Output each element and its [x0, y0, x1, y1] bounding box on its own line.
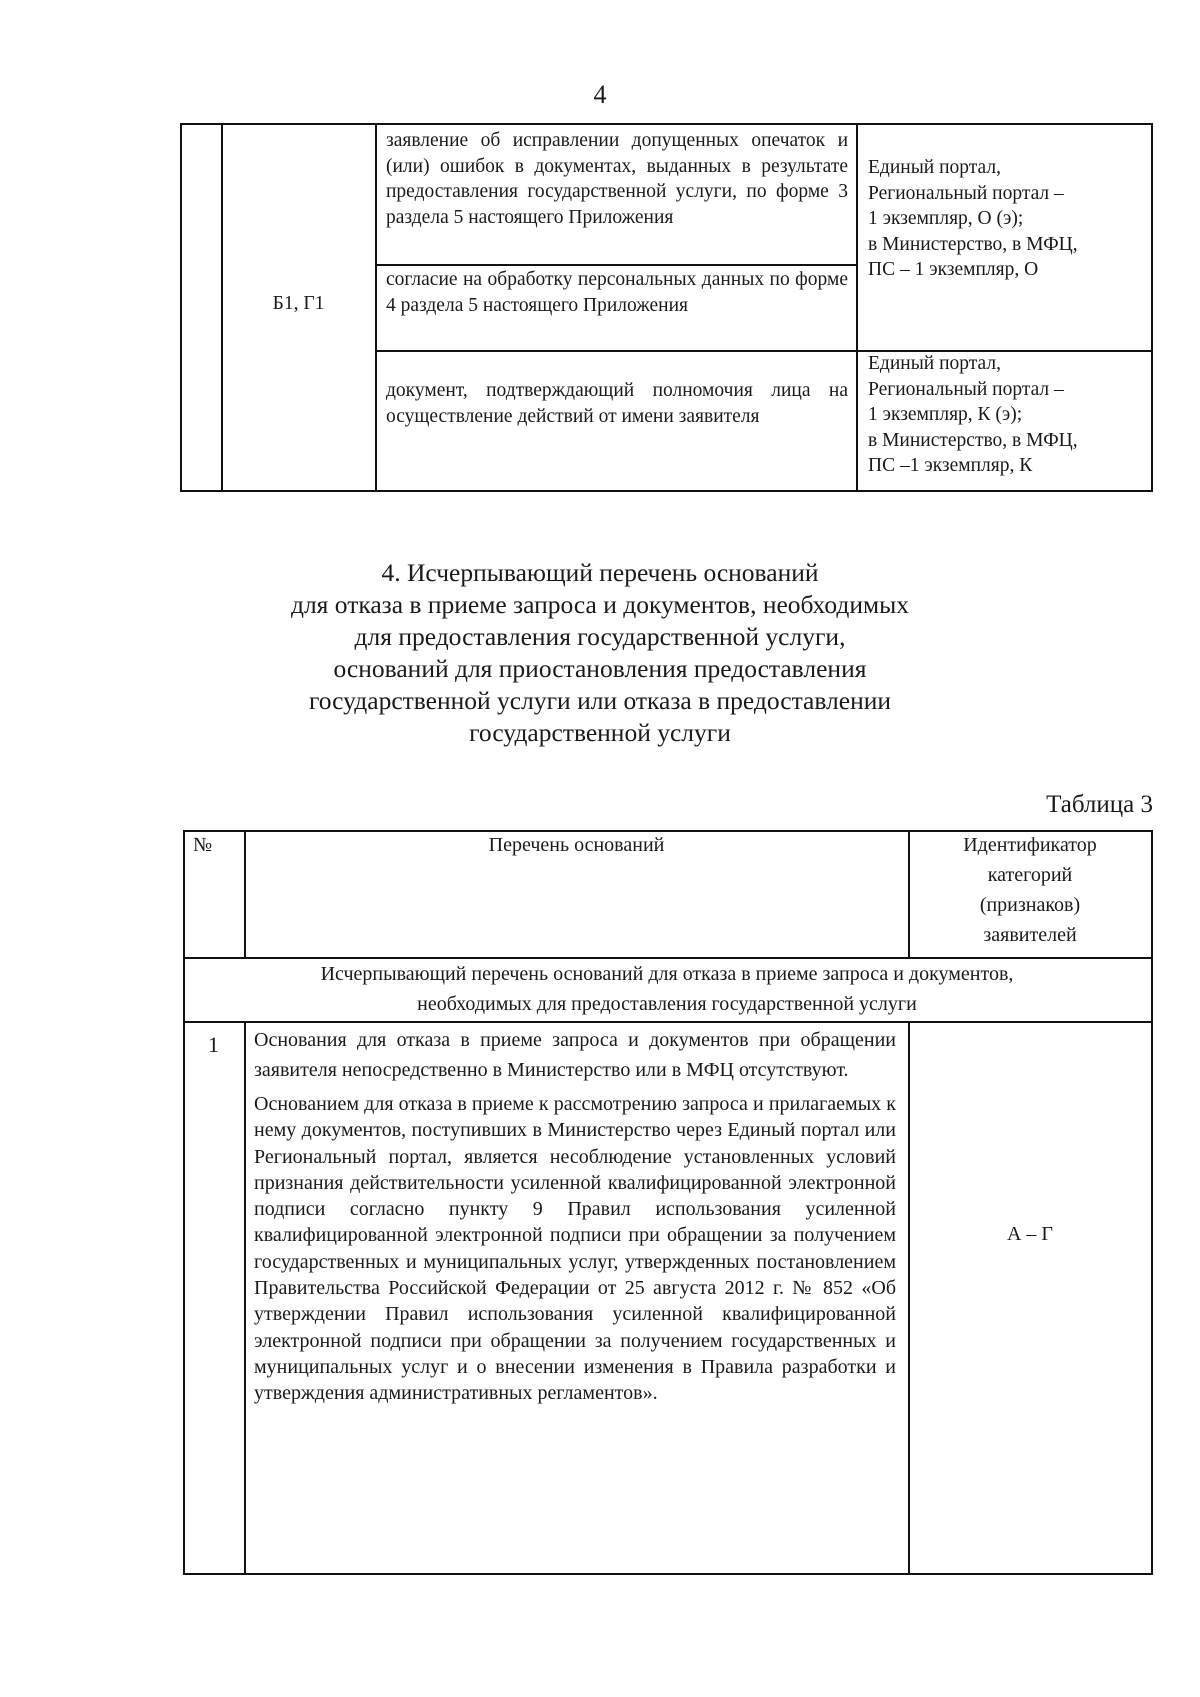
- group-title-line: Исчерпывающий перечень оснований для отказа в приеме запроса и документов,: [320, 963, 1014, 985]
- submission-method-1: [868, 155, 1148, 283]
- header-line: (признаков): [979, 894, 1081, 916]
- document-personal-data-consent: согласие на обработку персональных данных по форме 4 раздела 5 настоящего Приложения: [386, 269, 848, 316]
- reason-cell: [254, 1026, 896, 1407]
- row-identifier: А – Г: [1006, 1223, 1053, 1245]
- submission-line: ПС – 1 экземпляр, О: [868, 259, 1039, 280]
- submission-line: Региональный портал –: [868, 182, 1064, 204]
- heading-line: оснований для приостановления предоставления: [333, 654, 867, 683]
- heading-line: для отказа в приеме запроса и документов, необходимых: [290, 590, 909, 619]
- page-number: 4: [593, 80, 607, 109]
- submission-line: 1 экземпляр, К (э);: [868, 404, 1023, 425]
- column-header-reasons: Перечень оснований: [488, 834, 665, 856]
- submission-line: Региональный портал –: [868, 378, 1064, 400]
- submission-line: Единый портал,: [868, 353, 1001, 374]
- group-title-line: необходимых для предоставления государственной услуги: [417, 993, 917, 1015]
- heading-line: государственной услуги или отказа в предоставлении: [308, 686, 892, 715]
- refusal-reasons-table: [183, 830, 1153, 1575]
- row-number: 1: [208, 1032, 219, 1057]
- submission-line: 1 экземпляр, О (э);: [868, 208, 1024, 229]
- submission-method-2: [868, 351, 1148, 479]
- column-header-identifier: [910, 830, 1150, 950]
- header-line: заявителей: [983, 924, 1077, 946]
- section-heading: [0, 557, 1200, 749]
- document-power-of-attorney: документ, подтверждающий полномочия лица на осуществление действий от имени заявителя: [386, 380, 848, 427]
- heading-line: 4. Исчерпывающий перечень оснований: [381, 558, 819, 587]
- header-line: Идентификатор: [963, 834, 1097, 856]
- table-caption: Таблица 3: [1046, 791, 1153, 818]
- column-header-number: №: [193, 834, 213, 856]
- documents-table: [180, 123, 1153, 492]
- submission-line: ПС –1 экземпляр, К: [868, 455, 1033, 476]
- heading-line: государственной услуги: [469, 718, 731, 747]
- reason-paragraph-1: Основания для отказа в приеме запроса и документов при обращении заявителя непосредственно в Министерство или в МФЦ отсутствуют.: [254, 1029, 896, 1081]
- submission-line: в Министерство, в МФЦ,: [868, 429, 1078, 451]
- document-correction-request: заявление об исправлении допущенных опечаток и (или) ошибок в документах, выданных в результате предоставления государственной услуги, по форме 3 раздела 5 настоящего Приложения: [386, 130, 848, 228]
- reason-paragraph-2: Основанием для отказа в приеме к рассмотрению запроса и прилагаемых к нему документов, поступивших в Министерство через Единый портал или Региональный портал, является несоблюдение установленных условий признания действительности усиленной квалифицированной электронной подписи согласно пункту 9 Правил использования усиленной квалифицированной электронной подписи при обращении за получением государственных и муниципальных услуг, утвержденных постановлением Правительства Российской Федерации от 25 августа 2012 г. № 852 «Об утверждении Правил использования усиленной квалифицированной электронной подписи при обращении за получением государственных и муниципальных услуг и о внесении изменения в Правила разработки и утверждения административных регламентов».: [254, 1093, 896, 1405]
- applicant-identifier: Б1, Г1: [272, 293, 325, 314]
- group-title: [183, 959, 1151, 1019]
- header-line: категорий: [987, 864, 1073, 886]
- heading-line: для предоставления государственной услуги,: [354, 622, 846, 651]
- submission-line: Единый портал,: [868, 157, 1001, 178]
- submission-line: в Министерство, в МФЦ,: [868, 233, 1078, 255]
